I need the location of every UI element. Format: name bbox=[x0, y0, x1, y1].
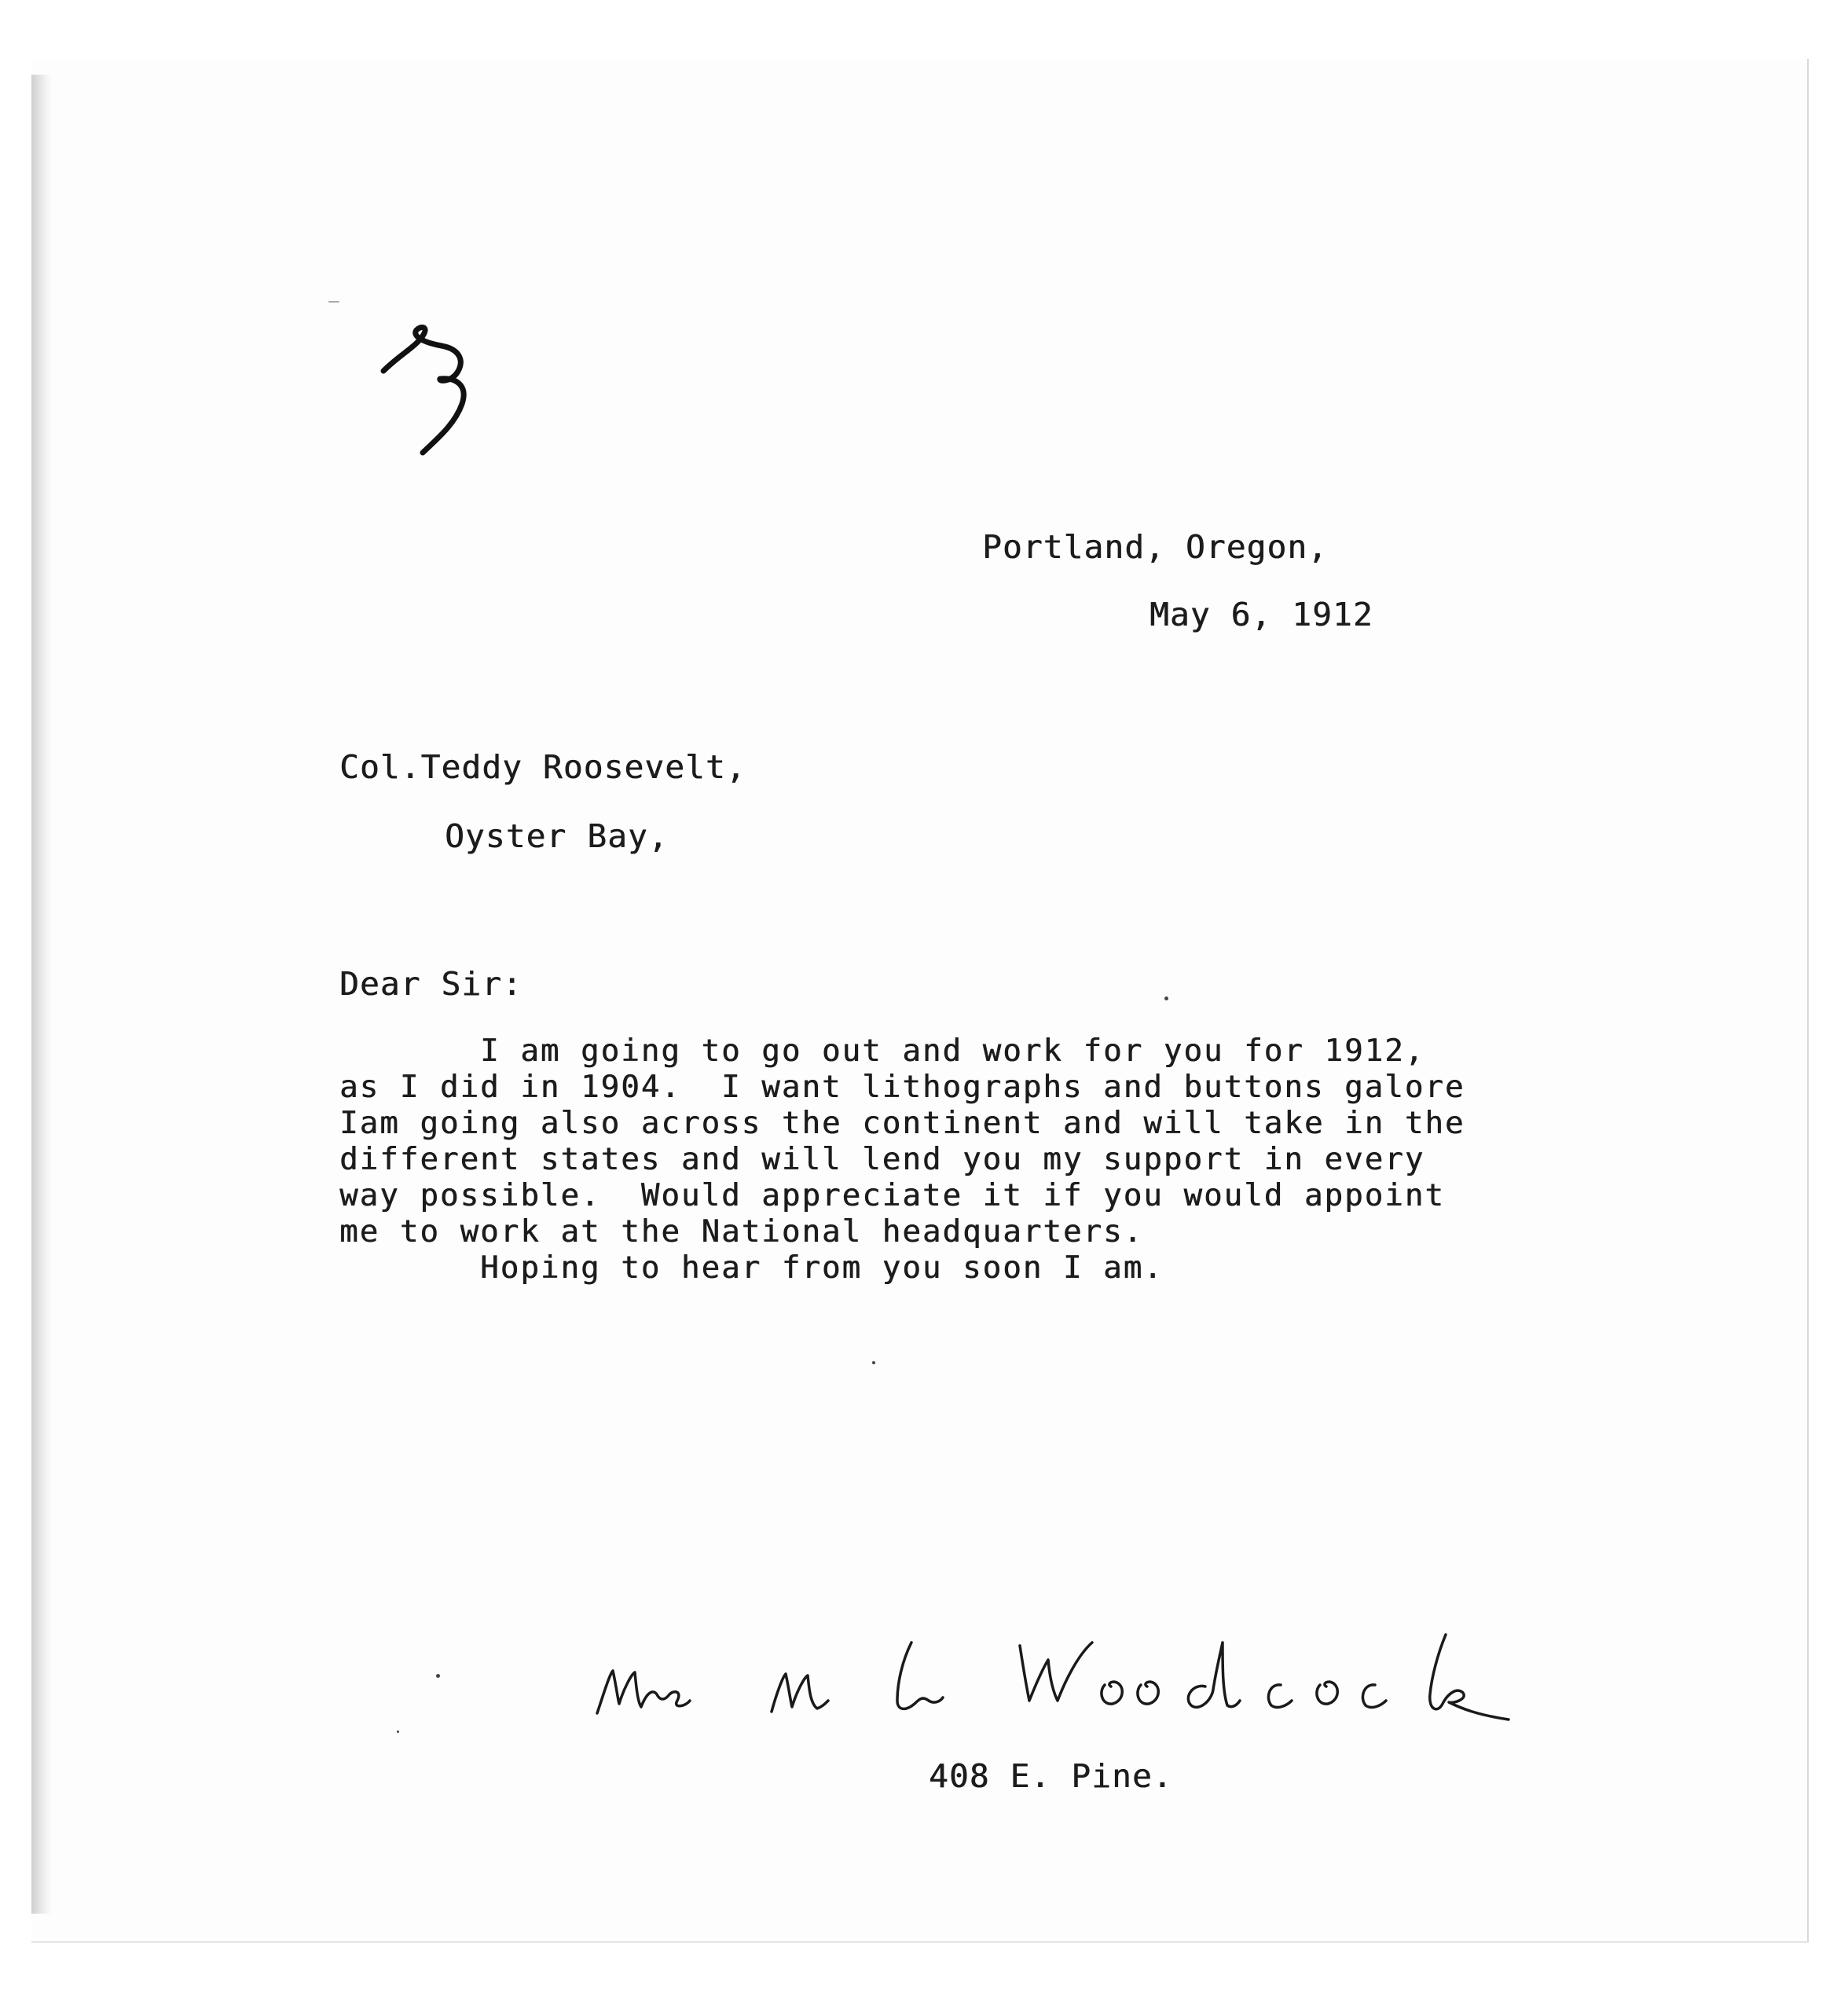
body-line: as I did in 1904. I want lithographs and buttons galore bbox=[339, 1070, 1465, 1105]
scan-speck bbox=[436, 1674, 440, 1678]
scan-speck bbox=[328, 301, 339, 303]
body-line: Iam going also across the continent and will take in the bbox=[339, 1106, 1465, 1141]
body-line: different states and will lend you my support in every bbox=[339, 1142, 1425, 1177]
handwritten-b-mark bbox=[377, 322, 487, 464]
body-line: way possible. Would appreciate it if you would appoint bbox=[339, 1178, 1445, 1213]
recipient-place: Oyster Bay, bbox=[445, 817, 669, 855]
body-line: Hoping to hear from you soon I am. bbox=[339, 1250, 1164, 1286]
scan-speck bbox=[872, 1361, 875, 1364]
scan-speck bbox=[397, 1731, 399, 1733]
place-line: Portland, Oregon, bbox=[982, 528, 1329, 566]
salutation: Dear Sir: bbox=[339, 965, 522, 1003]
page-edge-shadow bbox=[31, 75, 52, 1914]
recipient-name: Col.Teddy Roosevelt, bbox=[339, 748, 746, 786]
body-line: I am going to go out and work for you for 1912, bbox=[339, 1033, 1425, 1069]
body-line: me to work at the National headquarters. bbox=[339, 1214, 1144, 1250]
handwritten-signature bbox=[589, 1619, 1571, 1745]
scan-speck bbox=[1164, 996, 1168, 1000]
sender-address: 408 E. Pine. bbox=[929, 1757, 1173, 1795]
date-line: May 6, 1912 bbox=[1150, 596, 1373, 633]
